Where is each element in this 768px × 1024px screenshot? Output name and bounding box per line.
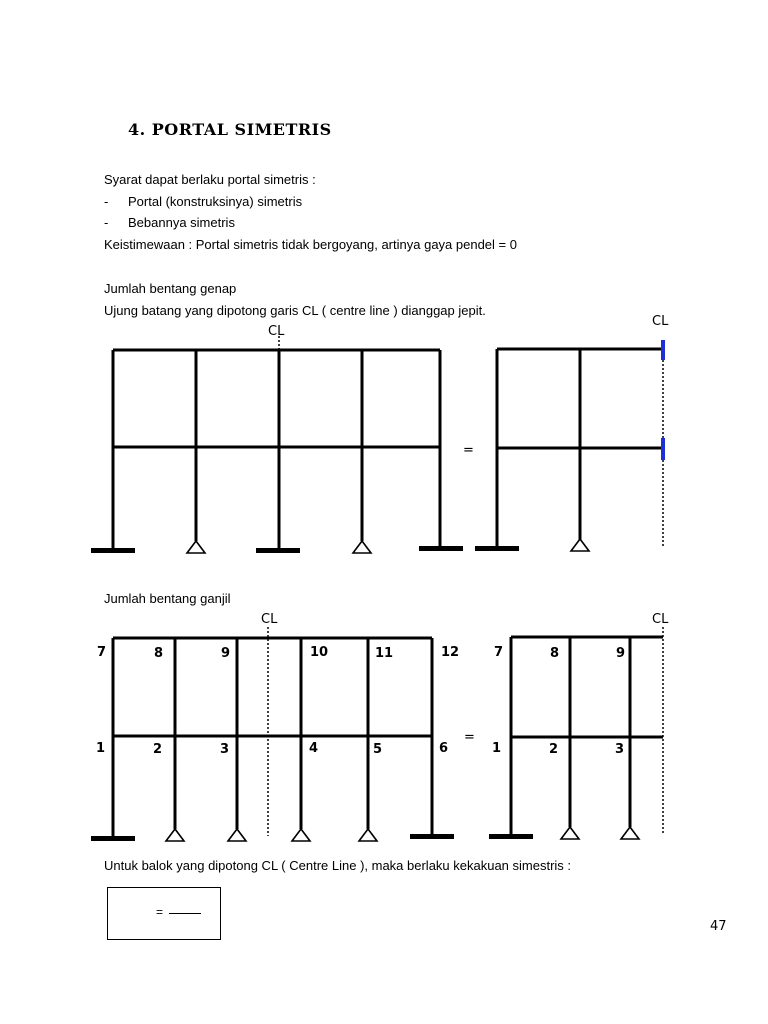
requirement-text: Syarat dapat berlaku portal simetris : [104,172,316,187]
even-span-diagram [0,300,768,570]
pin-support [561,827,579,839]
bullet-item [104,194,302,209]
pin-support [353,541,371,553]
node-label: 8 [550,646,560,661]
fixed-support [91,836,135,841]
fixed-support [256,548,300,553]
pin-support [571,539,589,551]
node-label: 1 [492,741,502,756]
node-label: 7 [97,645,107,660]
section-heading: 4. PORTAL SIMETRIS [128,120,332,139]
node-label: 4 [309,741,319,756]
pin-support [166,829,184,841]
pin-support [292,829,310,841]
equals-sign: = [463,443,474,458]
fixed-support [410,834,454,839]
pin-support [621,827,639,839]
page-number: 47 [710,919,727,934]
centre-line-label: CL [268,324,285,339]
fixed-support [91,548,135,553]
node-label: 12 [441,645,460,660]
node-label: 1 [96,741,106,756]
stiffness-text: Untuk balok yang dipotong CL ( Centre Line ), maka berlaku kekakuan simestris : [104,858,572,873]
node-label: 11 [375,646,394,661]
node-label: 8 [154,646,164,661]
node-label: 6 [439,741,449,756]
centre-line-label: CL [652,612,669,627]
formula-equals: = [156,905,164,919]
bullet-marker: - [104,194,109,209]
pin-support [228,829,246,841]
odd-span-diagram [0,600,768,850]
node-label: 10 [310,645,329,660]
bullet-text: Bebannya simetris [128,215,235,230]
node-label: 9 [221,646,231,661]
even-span-title: Jumlah bentang genap [104,281,237,296]
node-label: 2 [153,742,163,757]
node-label: 2 [549,742,559,757]
bullet-item [104,215,235,230]
fixed-support [475,546,519,551]
formula-box [107,887,221,940]
centre-line-label: CL [652,314,669,329]
feature-text: Keistimewaan : Portal simetris tidak bergoyang, artinya gaya pendel = 0 [104,237,517,252]
centre-line-label: CL [261,612,278,627]
node-label: 9 [616,646,626,661]
odd-span-title: Jumlah bentang ganjil [104,591,231,606]
fixed-support [489,834,533,839]
node-label: 5 [373,742,383,757]
even-span-description: Ujung batang yang dipotong garis CL ( centre line ) dianggap jepit. [104,303,486,318]
bullet-marker: - [104,215,109,230]
fixed-support [419,546,463,551]
node-label: 3 [220,742,230,757]
fraction-bar [169,913,201,914]
node-label: 3 [615,742,625,757]
bullet-text: Portal (konstruksinya) simetris [128,194,303,209]
node-label: 7 [494,645,504,660]
pin-support [359,829,377,841]
pin-support [187,541,205,553]
equals-sign: = [464,730,475,745]
